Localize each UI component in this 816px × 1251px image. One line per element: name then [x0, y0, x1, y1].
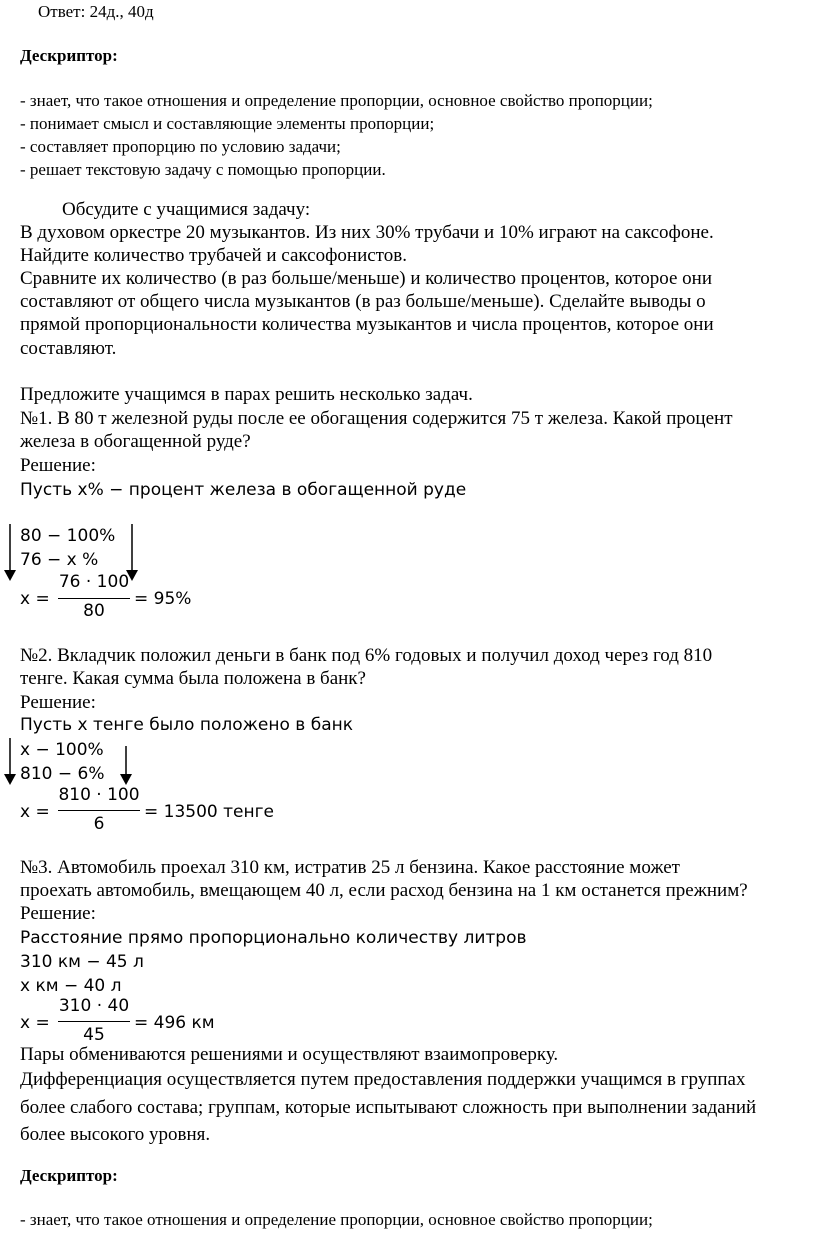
task2-result: = 13500 тенге: [144, 802, 274, 822]
task2-denominator: 6: [93, 814, 105, 834]
task2-x-eq: x =: [20, 802, 50, 822]
task1-solution-label: Решение:: [20, 455, 96, 476]
task3-row1: 310 км − 45 л: [20, 952, 144, 972]
task3-text: проехать автомобиль, вмещающем 40 л, если расход бензина на 1 км останется прежним?: [20, 880, 748, 901]
descriptor-item: - составляет пропорцию по условию задачи;: [20, 137, 341, 156]
answer-line: Ответ: 24д., 40д: [38, 2, 154, 21]
task1-row1: 80 − 100%: [20, 526, 116, 546]
task3-solution-label: Решение:: [20, 903, 96, 924]
task2-text: №2. Вкладчик положил деньги в банк под 6% годовых и получил доход через год 810: [20, 645, 713, 666]
task3-denominator: 45: [83, 1025, 105, 1045]
descriptor-item: - знает, что такое отношения и определение пропорции, основное свойство пропорции;: [20, 91, 653, 110]
discuss-line: составляют.: [20, 338, 117, 359]
task1-row2: 76 − x %: [20, 550, 99, 570]
task2-row2: 810 − 6%: [20, 764, 105, 784]
task3-numerator: 310 · 40: [58, 996, 130, 1016]
task2-fraction-bar: [58, 810, 140, 811]
task3-x-eq: x =: [20, 1013, 50, 1033]
task1-numerator: 76 · 100: [58, 572, 130, 592]
down-arrow-icon: [119, 746, 133, 786]
task1-text: №1. В 80 т железной руды после ее обогащения содержится 75 т железа. Какой процент: [20, 408, 733, 429]
discuss-line: Сравните их количество (в раз больше/меньше) и количество процентов, которое они: [20, 268, 712, 289]
task2-row1: x − 100%: [20, 740, 104, 760]
task3-fraction-bar: [58, 1021, 130, 1022]
descriptor-item: - понимает смысл и составляющие элементы пропорции;: [20, 114, 435, 133]
discuss-line: В духовом оркестре 20 музыкантов. Из них 30% трубачи и 10% играют на саксофоне.: [20, 222, 714, 243]
task2-numerator: 810 · 100: [58, 785, 140, 805]
discuss-line: составляют от общего числа музыкантов (в раз больше/меньше). Сделайте выводы о: [20, 291, 706, 312]
task3-text: №3. Автомобиль проехал 310 км, истратив 25 л бензина. Какое расстояние может: [20, 857, 680, 878]
task2-solution-label: Решение:: [20, 692, 96, 713]
task2-let: Пусть x тенге было положено в банк: [20, 715, 354, 735]
descriptor-heading: Дескриптор:: [20, 46, 118, 65]
task1-x-eq: x =: [20, 589, 50, 609]
descriptor-item: - знает, что такое отношения и определение пропорции, основное свойство пропорции;: [20, 1210, 653, 1229]
down-arrow-icon: [3, 524, 17, 582]
task1-result: = 95%: [134, 589, 192, 609]
task1-text: железа в обогащенной руде?: [20, 431, 251, 452]
task1-let: Пусть x% − процент железа в обогащенной руде: [20, 480, 467, 500]
closing-line: более слабого состава; группам, которые испытывают сложность при выполнении заданий: [20, 1097, 757, 1118]
task1-fraction-bar: [58, 598, 130, 599]
closing-line: Пары обмениваются решениями и осуществляют взаимопроверку.: [20, 1044, 559, 1065]
task1-denominator: 80: [83, 601, 105, 621]
task2-text: тенге. Какая сумма была положена в банк?: [20, 668, 366, 689]
closing-line: более высокого уровня.: [20, 1124, 211, 1145]
down-arrow-icon: [3, 738, 17, 786]
pairs-intro: Предложите учащимся в парах решить несколько задач.: [20, 384, 473, 405]
descriptor-item: - решает текстовую задачу с помощью пропорции.: [20, 160, 386, 179]
task3-result: = 496 км: [134, 1013, 215, 1033]
discuss-intro: Обсудите с учащимися задачу:: [62, 199, 311, 220]
closing-line: Дифференциация осуществляется путем предоставления поддержки учащимся в группах: [20, 1069, 746, 1090]
discuss-line: прямой пропорциональности количества музыкантов и числа процентов, которое они: [20, 314, 714, 335]
task3-let: Расстояние прямо пропорционально количеству литров: [20, 928, 527, 948]
task3-row2: x км − 40 л: [20, 976, 122, 996]
descriptor-heading-2: Дескриптор:: [20, 1166, 118, 1185]
discuss-line: Найдите количество трубачей и саксофонистов.: [20, 245, 407, 266]
down-arrow-icon: [125, 524, 139, 582]
